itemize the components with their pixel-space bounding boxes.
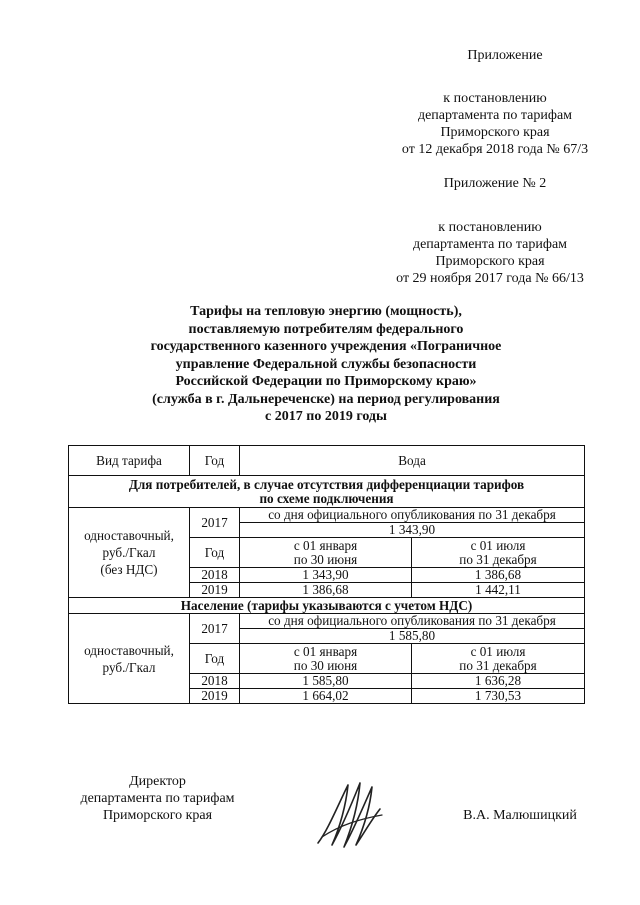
signatory-position	[55, 773, 260, 824]
section-2-half-2	[412, 644, 585, 674]
appendix-ref-line: департамента по тарифам	[417, 108, 573, 123]
title-line: Российской Федерации по Приморскому краю»	[175, 374, 477, 389]
section-1-heading-line: по схеме подключения	[259, 490, 394, 506]
section-1-year-col: Год	[190, 538, 240, 568]
header-year: Год	[190, 446, 240, 476]
title-line: с 2017 по 2019 годы	[265, 409, 387, 424]
signatory-name: В.А. Малюшицкий	[463, 808, 577, 823]
appendix-ref-line: Приморского края	[440, 125, 550, 140]
section-1-heading-row	[69, 476, 585, 508]
section-2-period-full: со дня официального опубликования по 31 декабря	[240, 614, 585, 629]
row-year: 2019	[190, 583, 240, 598]
table-row	[69, 614, 585, 629]
row-h2-value: 1 636,28	[412, 674, 585, 689]
section-1-heading-line: Для потребителей, в случае отсутствия дифференциации тарифов	[128, 477, 525, 492]
half-2-line: с 01 июля	[470, 644, 526, 659]
appendix-2-header	[375, 175, 615, 192]
half-2-line: по 31 декабря	[459, 657, 537, 673]
appendix-header	[395, 47, 615, 64]
appendix-2-reference	[365, 219, 615, 287]
row-h2-value: 1 442,11	[412, 583, 585, 598]
tariff-type-line: руб./Гкал	[102, 659, 156, 675]
section-2-half-1	[240, 644, 412, 674]
section-1-year-2017: 2017	[190, 508, 240, 538]
row-year: 2018	[190, 568, 240, 583]
section-1-half-1	[240, 538, 412, 568]
appendix-2-ref-line: от 29 ноября 2017 года № 66/13	[396, 271, 584, 286]
document-title	[60, 303, 592, 426]
title-line: управление Федеральной службы безопасности	[175, 356, 477, 372]
half-2-line: по 31 декабря	[459, 551, 537, 567]
title-line: государственного казенного учреждения «Пограничное	[150, 339, 502, 354]
section-1-tariff-type	[69, 508, 190, 598]
position-line: Директор	[129, 774, 186, 789]
table-header-row	[69, 446, 585, 476]
appendix-2-ref-line: к постановлению	[438, 220, 542, 235]
header-water: Вода	[240, 446, 585, 476]
section-2-heading: Население (тарифы указываются с учетом НДС)	[69, 598, 585, 614]
appendix-reference	[375, 90, 615, 158]
section-1-period-full: со дня официального опубликования по 31 декабря	[240, 508, 585, 523]
title-line: (служба в г. Дальнереченске) на период регулирования	[152, 391, 500, 407]
row-h2-value: 1 730,53	[412, 689, 585, 704]
section-1-heading	[69, 476, 585, 508]
appendix-2-title: Приложение № 2	[443, 176, 547, 191]
half-2-line: с 01 июля	[470, 538, 526, 553]
tariff-type-line: одноставочный,	[84, 528, 174, 543]
row-h1-value: 1 664,02	[240, 689, 412, 704]
half-1-line: по 30 июня	[293, 657, 358, 673]
half-1-line: по 30 июня	[293, 551, 358, 567]
half-1-line: с 01 января	[293, 644, 358, 659]
appendix-ref-line: к постановлению	[443, 91, 547, 106]
section-2-heading-row	[69, 598, 585, 614]
header-tariff-type: Вид тарифа	[69, 446, 190, 476]
row-h1-value: 1 585,80	[240, 674, 412, 689]
table-row	[69, 508, 585, 523]
tariff-table	[68, 445, 585, 704]
title-line: Тарифы на тепловую энергию (мощность),	[190, 304, 462, 319]
section-2-year-2017: 2017	[190, 614, 240, 644]
tariff-type-line: (без НДС)	[100, 562, 158, 577]
section-1-value-2017: 1 343,90	[240, 523, 585, 538]
row-h2-value: 1 386,68	[412, 568, 585, 583]
section-1-half-2	[412, 538, 585, 568]
half-1-line: с 01 января	[293, 538, 358, 553]
section-2-year-col: Год	[190, 644, 240, 674]
appendix-2-ref-line: департамента по тарифам	[412, 237, 568, 252]
row-year: 2018	[190, 674, 240, 689]
row-h1-value: 1 386,68	[240, 583, 412, 598]
tariff-type-line: руб./Гкал	[102, 545, 156, 560]
position-line: Приморского края	[102, 808, 213, 823]
title-line: поставляемую потребителям федерального	[188, 321, 464, 337]
appendix-ref-line: от 12 декабря 2018 года № 67/3	[401, 142, 589, 157]
handwritten-signature	[310, 775, 390, 855]
appendix-2-ref-line: Приморского края	[435, 254, 545, 269]
tariff-type-line: одноставочный,	[84, 642, 174, 658]
section-2-tariff-type	[69, 614, 190, 704]
appendix-title: Приложение	[467, 48, 543, 63]
row-h1-value: 1 343,90	[240, 568, 412, 583]
position-line: департамента по тарифам	[80, 791, 235, 806]
row-year: 2019	[190, 689, 240, 704]
section-2-value-2017: 1 585,80	[240, 629, 585, 644]
